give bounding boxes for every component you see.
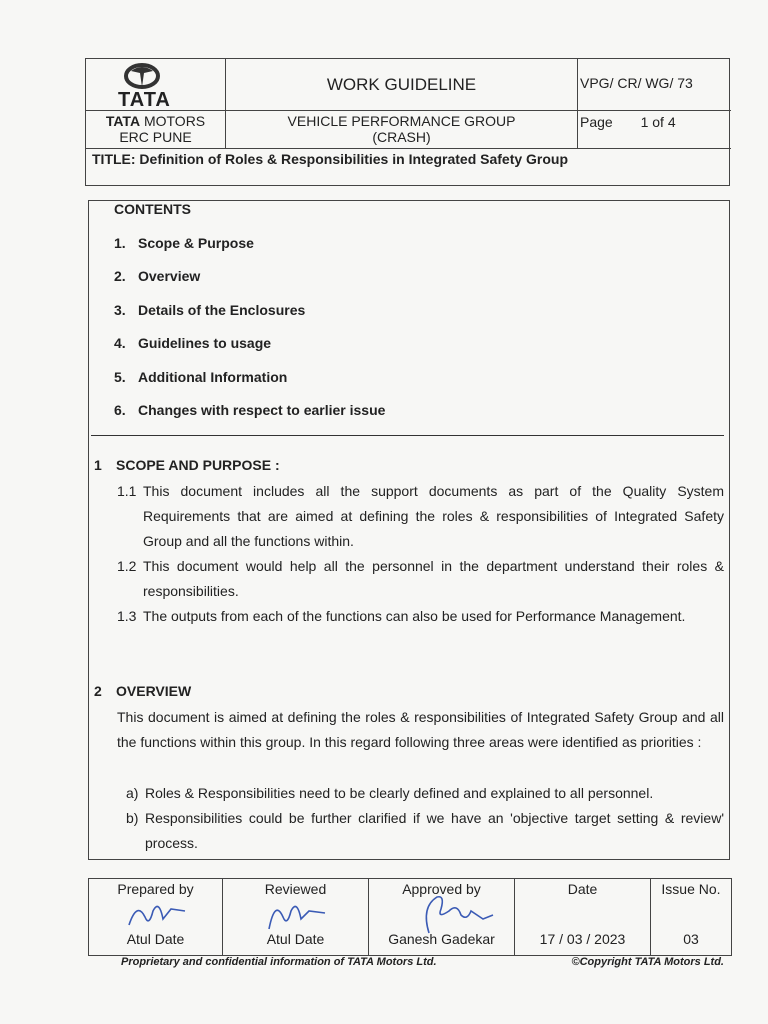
section2-item: b) Responsibilities could be further clarified if we have an 'objective target setting & review' process. <box>126 810 724 851</box>
page-label: Page <box>580 114 613 130</box>
page-value: 1 of 4 <box>640 114 676 130</box>
reviewed-cell: Reviewed Atul Date <box>223 879 369 955</box>
logo-cell <box>86 59 226 111</box>
company-bold: TATA <box>105 113 141 129</box>
section1-heading: 1 SCOPE AND PURPOSE : <box>94 457 280 473</box>
section2-item: a) Roles & Responsibilities need to be clearly defined and explained to all personnel. <box>126 785 654 801</box>
toc-item: 5. Additional Information <box>114 369 288 385</box>
signature-icon <box>411 889 497 937</box>
location: ERC PUNE <box>119 129 192 145</box>
date-cell: Date 17 / 03 / 2023 <box>515 879 651 955</box>
toc-item: 2. Overview <box>114 268 201 284</box>
approved-cell: Approved by Ganesh Gadekar <box>369 879 515 955</box>
contents-heading: CONTENTS <box>114 201 191 217</box>
doc-type: WORK GUIDELINE <box>226 59 578 111</box>
approval-table <box>88 878 732 956</box>
section2-heading: 2 OVERVIEW <box>94 683 192 699</box>
company-rest: MOTORS <box>140 113 206 129</box>
page-cell <box>578 111 731 149</box>
section1-item: 1.2 This document would help all the personnel in the department understand their roles & responsibilities. <box>117 558 724 599</box>
section2-intro: This document is aimed at defining the roles & responsibilities of Integrated Safety Group and all the functions within this group. In this regard following three areas were identified as priorities : <box>117 709 724 750</box>
toc-item: 4. Guidelines to usage <box>114 335 272 351</box>
proprietary-notice: Proprietary and confidential information of TATA Motors Ltd. <box>121 956 437 968</box>
toc-item: 6. Changes with respect to earlier issue <box>114 402 386 418</box>
copyright-notice: ©Copyright TATA Motors Ltd. <box>571 956 724 968</box>
signature-icon <box>123 897 193 931</box>
section-divider <box>91 435 724 436</box>
issue-cell: Issue No. 03 <box>661 881 721 947</box>
title-cell <box>86 149 731 187</box>
signature-icon <box>259 895 335 933</box>
header-table <box>85 58 730 186</box>
section1-item: 1.1 This document includes all the support documents as part of the Quality System Requirements that are aimed at defining the roles & responsibilities of Integrated Safety Group and all the functions within. <box>117 483 724 549</box>
group-line1: VEHICLE PERFORMANCE GROUP <box>287 113 516 129</box>
title-label: TITLE: <box>92 151 136 167</box>
group-cell <box>226 111 578 149</box>
prepared-cell: Prepared by Atul Date <box>89 879 223 955</box>
toc-item: 1. Scope & Purpose <box>114 235 254 251</box>
brand-wordmark: TATA <box>118 89 171 111</box>
title-text: Definition of Roles & Responsibilities in Integrated Safety Group <box>135 151 569 167</box>
company-cell <box>86 111 226 149</box>
group-line2: (CRASH) <box>372 129 431 145</box>
toc-item: 3. Details of the Enclosures <box>114 302 306 318</box>
section1-item: 1.3 The outputs from each of the functions can also be used for Performance Management. <box>117 608 686 624</box>
doc-code: VPG/ CR/ WG/ 73 <box>578 59 731 111</box>
